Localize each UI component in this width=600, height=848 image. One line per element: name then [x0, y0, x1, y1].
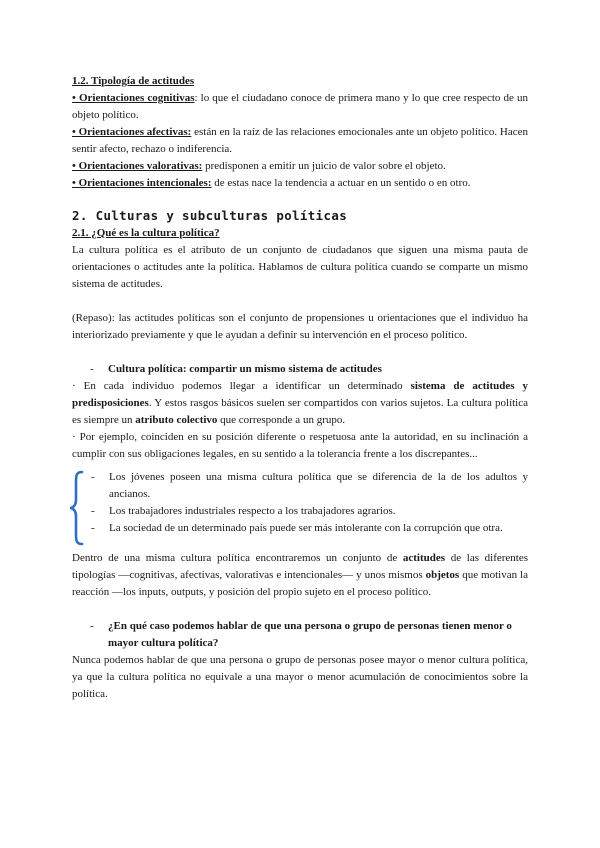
- point-2-answer: Nunca podemos hablar de que una persona o grupo de personas posee mayor o menor cultura política, ya que la cultura política no equivale a una mayor o menor acumulación de conocimientos sobre la política.: [72, 654, 528, 700]
- section-1-2-heading: 1.2. Tipología de actitudes: [72, 75, 195, 87]
- point-2-title: - ¿En qué caso podemos hablar de que una persona o grupo de personas tienen menor o mayor cultura política?: [90, 620, 512, 649]
- dash-bullet: -: [90, 620, 94, 632]
- list-item: - Los trabajadores industriales respecto a los trabajadores agrarios.: [72, 503, 528, 520]
- section-2-heading: 2. Culturas y subculturas políticas: [72, 208, 348, 223]
- orientation-item-evaluative: • Orientaciones valorativas: predisponen a emitir un juicio de valor sobre el objeto.: [72, 160, 446, 172]
- orientation-label: • Orientaciones cognitivas: [72, 92, 195, 104]
- point-1-paragraph-a: · En cada individuo podemos llegar a identificar un determinado sistema de actitudes y predisposiciones. Y estos rasgos básicos suelen ser compartidos con varios sujetos. La cultura política es siempre un atributo colectivo que corresponde a un grupo.: [72, 380, 528, 426]
- dash-bullet: -: [91, 471, 95, 483]
- dash-bullet: -: [90, 363, 94, 375]
- examples-block: [72, 469, 528, 537]
- point-1-paragraph-b: · Por ejemplo, coinciden en su posición diferente o respetuosa ante la autoridad, en su inclinación a cumplir con sus obligaciones legales, en su sentido a la tolerancia frente a los discrepantes...: [72, 431, 528, 460]
- dash-bullet: -: [91, 522, 95, 534]
- orientation-item-intentional: • Orientaciones intencionales: de estas nace la tendencia a actuar en un sentido o en otro.: [72, 177, 471, 189]
- list-item: - Los jóvenes poseen una misma cultura política que se diferencia de la de los adultos y ancianos.: [91, 471, 528, 500]
- list-item: - La sociedad de un determinado país puede ser más intolerante con la corrupción que otra.: [72, 520, 528, 537]
- section-2-1-heading: 2.1. ¿Qué es la cultura política?: [72, 227, 220, 239]
- point-1-title: - Cultura política: compartir un mismo sistema de actitudes: [72, 361, 528, 378]
- dash-bullet: -: [91, 505, 95, 517]
- orientation-item-affective: • Orientaciones afectivas: están en la raíz de las relaciones emocionales ante un objeto político. Hacen sentir afecto, rechazo o indiferencia.: [72, 126, 528, 155]
- repaso-paragraph: (Repaso): las actitudes políticas son el conjunto de propensiones u orientaciones que el individuo ha interiorizado previamente y que le ayudan a definir su intervención en el proceso político.: [72, 312, 528, 341]
- examples-list: [72, 469, 528, 537]
- intro-paragraph: La cultura política es el atributo de un conjunto de ciudadanos que siguen una misma pauta de orientaciones o actitudes ante la política. Hablamos de cultura política cuando se comparte un mismo sistema de actitudes.: [72, 244, 528, 290]
- orientation-label: • Orientaciones afectivas:: [72, 126, 192, 138]
- orientation-label: • Orientaciones intencionales:: [72, 177, 212, 189]
- document-body: [72, 73, 528, 703]
- point-1-closing: Dentro de una misma cultura política encontraremos un conjunto de actitudes de las diferentes tipologías —cognitivas, afectivas, valorativas e intencionales— y unos mismos objetos que motivan la reacción —los inputs, outputs, y posición del propio sujeto en el proceso político.: [72, 552, 529, 598]
- orientation-item-cognitive: • Orientaciones cognitivas: lo que el ciudadano conoce de primera mano y lo que cree respecto de un objeto político.: [72, 92, 528, 121]
- orientation-label: • Orientaciones valorativas:: [72, 160, 203, 172]
